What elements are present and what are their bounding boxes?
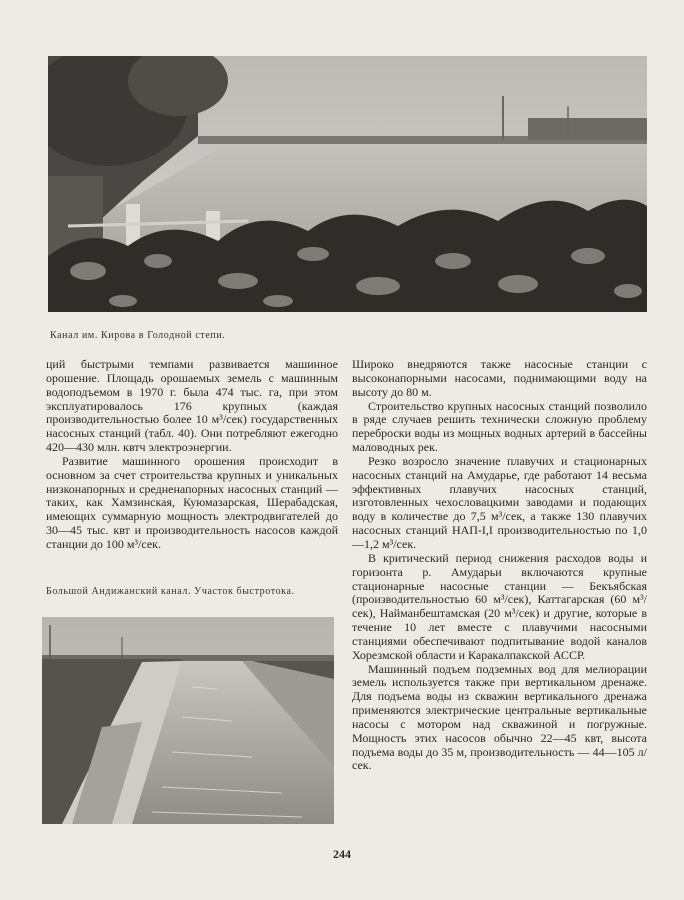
left-paragraph-2: Развитие машинного орошения происходит в основном за счет строительства крупных и уникальных низконапорных и средненапорных насосных станций — таких, как Хамзинская, Куюмазарская, Шерабадская, имеющих суммарную мощность электродвигателей до 30—45 тыс. квт и производительность насосов каждой станции до 100 м³/сек. [46, 453, 338, 551]
column-right [352, 358, 647, 773]
left-paragraph-1: ций быстрыми темпами развивается машинное орошение. Площадь орошаемых земель с машинным водоподъемом в 1970 г. была 474 тыс. га, при этом эксплуатировалось 176 крупных (каждая производительностью более 10 м³/сек) государственных насосных станций (табл. 40). Они потребляют ежегодно 420—430 млн. квтч электроэнергии. [46, 357, 338, 455]
page-number: 244 [333, 847, 351, 861]
canal-kirov-photo [48, 56, 647, 312]
andijan-canal-image [42, 617, 334, 824]
column-left [46, 358, 338, 552]
canal-kirov-image [48, 56, 647, 312]
right-paragraph-5: Машинный подъем подземных вод для мелиорации земель используется также при вертикальном дренаже. Для подъема воды из скважин вертикального дренажа применяются электрические центральные вертикальные насосы с мотором над скважиной и погружные. Мощность этих насосов обычно 22—45 квт, высота подъема воды до 35 м, производительность — 44—105 л/сек. [352, 661, 647, 773]
caption-bottom: Большой Андижанский канал. Участок быстротока. [46, 586, 295, 597]
andijan-canal-photo [42, 617, 334, 824]
right-paragraph-1: Широко внедряются также насосные станции с высоконапорными насосами, поднимающими воду на высоту до 80 м. [352, 357, 647, 399]
right-paragraph-2: Строительство крупных насосных станций позволило в ряде случаев решить технически сложную проблему переброски воды из мощных водных артерий в бассейны маловодных рек. [352, 398, 647, 455]
right-paragraph-3: Резко возросло значение плавучих и стационарных насосных станций на Амударье, где работают 14 весьма эффективных плавучих насосных станций, изготовленных чехословацкими заводами и подающих воду в количестве до 7,5 м³/сек, а также 130 плавучих насосных станций НАП-I,I производительностью по 1,0 —1,2 м³/сек. [352, 453, 647, 551]
right-paragraph-4: В критический период снижения расходов воды и горизонта р. Амударьи включаются крупные стационарные насосные станции — Бекъябская (производительностью 60 м³/сек), Каттагарская (60 м³/сек), Найманбештамская (20 м³/сек) и другие, которые в течение 10 лет вместе с плавучими насосными станциями обеспечивают подпитывание водой каналов Хорезмской области и Каракалпакской АССР. [352, 550, 647, 662]
caption-top: Канал им. Кирова в Голодной степи. [50, 330, 226, 341]
